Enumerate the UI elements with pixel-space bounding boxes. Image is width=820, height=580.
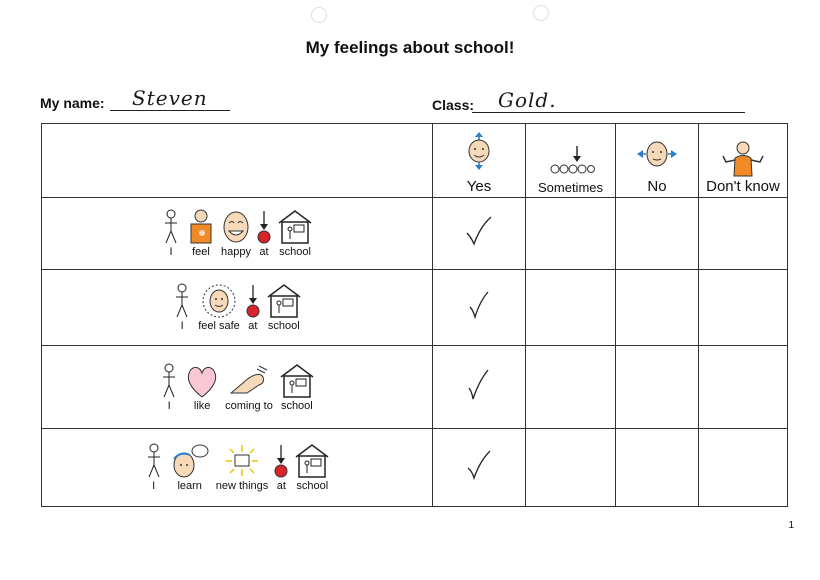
school-icon: [279, 363, 315, 399]
symbol-word: school: [280, 399, 313, 412]
symbol-word: at: [276, 480, 286, 492]
symbol-coming-to: [225, 363, 273, 412]
answer-sometimes-cell[interactable]: [526, 429, 616, 507]
symbol-at: [257, 209, 271, 258]
answer-dont-know-cell[interactable]: [699, 270, 788, 346]
table-row: [42, 270, 788, 346]
symbol-word: at: [259, 246, 269, 258]
table-row: [42, 346, 788, 429]
answer-sometimes-cell[interactable]: [526, 198, 616, 270]
feelings-table: [41, 123, 788, 507]
symbol-like: [185, 363, 219, 412]
column-dont-know-label: Don't know: [706, 178, 780, 195]
class-underline: [472, 112, 745, 113]
at-icon: [246, 283, 260, 319]
header-row: [42, 124, 788, 198]
symbol-learn: [170, 443, 210, 492]
class-value[interactable]: Gold.: [498, 88, 557, 112]
symbol-feel: [187, 209, 215, 258]
scan-hole-right: [533, 5, 549, 21]
symbol-word: I: [169, 246, 173, 258]
person-icon: [144, 443, 164, 479]
safe-face-icon: [201, 283, 237, 319]
tick-mark-icon: [466, 449, 492, 481]
answer-sometimes-cell[interactable]: [526, 346, 616, 429]
answer-no-cell[interactable]: [616, 270, 699, 346]
statement-symbols: [42, 443, 432, 492]
table-row: [42, 429, 788, 507]
answer-sometimes-cell[interactable]: [526, 270, 616, 346]
symbol-word: learn: [177, 480, 202, 492]
tick-mark-icon: [467, 290, 491, 320]
answer-no-cell[interactable]: [616, 198, 699, 270]
column-no: [616, 124, 699, 198]
symbol-i: [144, 443, 164, 492]
tick-mark-icon: [467, 368, 491, 402]
header-blank-cell: [42, 124, 433, 198]
statement-symbols: [42, 209, 432, 258]
symbol-happy: [221, 209, 251, 258]
symbol-word: feel: [192, 246, 210, 258]
symbol-word: I: [152, 480, 156, 492]
answer-yes-cell[interactable]: [433, 270, 526, 346]
symbol-word: happy: [221, 246, 251, 258]
name-label: My name:: [40, 95, 105, 111]
statement-cell: [42, 346, 433, 429]
answer-no-cell[interactable]: [616, 346, 699, 429]
symbol-new-things: [216, 443, 269, 492]
symbol-i: [172, 283, 192, 332]
symbol-at: [246, 283, 260, 332]
answer-yes-cell[interactable]: [433, 429, 526, 507]
school-icon: [294, 443, 330, 479]
heart-icon: [185, 363, 219, 399]
statement-symbols: [42, 283, 432, 332]
happy-face-icon: [221, 209, 251, 245]
person-icon: [172, 283, 192, 319]
symbol-school: [294, 443, 330, 492]
symbol-feel-safe: [198, 283, 240, 332]
learn-icon: [170, 443, 210, 479]
new-things-icon: [224, 443, 260, 479]
dont-know-icon: [720, 140, 766, 178]
name-underline: [110, 110, 230, 111]
column-sometimes: [526, 124, 616, 198]
at-icon: [257, 209, 271, 245]
column-dont-know: [699, 124, 788, 198]
symbol-word: at: [248, 320, 258, 332]
person-icon: [159, 363, 179, 399]
statement-cell: [42, 429, 433, 507]
symbol-word: new things: [215, 480, 269, 492]
symbol-at: [274, 443, 288, 492]
statement-symbols: [42, 363, 432, 412]
table-row: [42, 198, 788, 270]
answer-no-cell[interactable]: [616, 429, 699, 507]
class-label: Class:: [432, 97, 475, 113]
column-sometimes-label: Sometimes: [537, 180, 604, 195]
column-no-label: No: [647, 178, 667, 195]
school-icon: [266, 283, 302, 319]
page-title: My feelings about school!: [305, 38, 515, 57]
tick-mark-icon: [464, 215, 494, 247]
symbol-school: [279, 363, 315, 412]
symbol-i: [161, 209, 181, 258]
symbol-word: school: [296, 480, 329, 492]
statement-cell: [42, 198, 433, 270]
symbol-word: school: [267, 320, 300, 332]
school-icon: [277, 209, 313, 245]
statement-cell: [42, 270, 433, 346]
name-value[interactable]: Steven: [132, 86, 208, 110]
symbol-word: feel safe: [198, 320, 240, 332]
symbol-school: [277, 209, 313, 258]
hand-icon: [229, 363, 269, 399]
feel-icon: [187, 209, 215, 245]
answer-dont-know-cell[interactable]: [699, 429, 788, 507]
column-yes-label: Yes: [466, 178, 492, 195]
symbol-word: school: [279, 246, 311, 258]
page-number: 1: [788, 520, 794, 531]
symbol-word: like: [193, 399, 211, 412]
symbol-word: I: [180, 320, 184, 332]
answer-yes-cell[interactable]: [433, 346, 526, 429]
symbol-school: [266, 283, 302, 332]
symbol-word: coming to: [225, 399, 273, 412]
scan-hole-left: [311, 7, 327, 23]
answer-dont-know-cell[interactable]: [699, 198, 788, 270]
sometimes-icon: [547, 144, 595, 178]
at-icon: [274, 443, 288, 479]
no-face-icon: [635, 138, 679, 170]
symbol-word: I: [167, 399, 171, 412]
column-yes: [433, 124, 526, 198]
person-icon: [161, 209, 181, 245]
answer-dont-know-cell[interactable]: [699, 346, 788, 429]
yes-face-icon: [464, 130, 494, 172]
answer-yes-cell[interactable]: [433, 198, 526, 270]
symbol-i: [159, 363, 179, 412]
